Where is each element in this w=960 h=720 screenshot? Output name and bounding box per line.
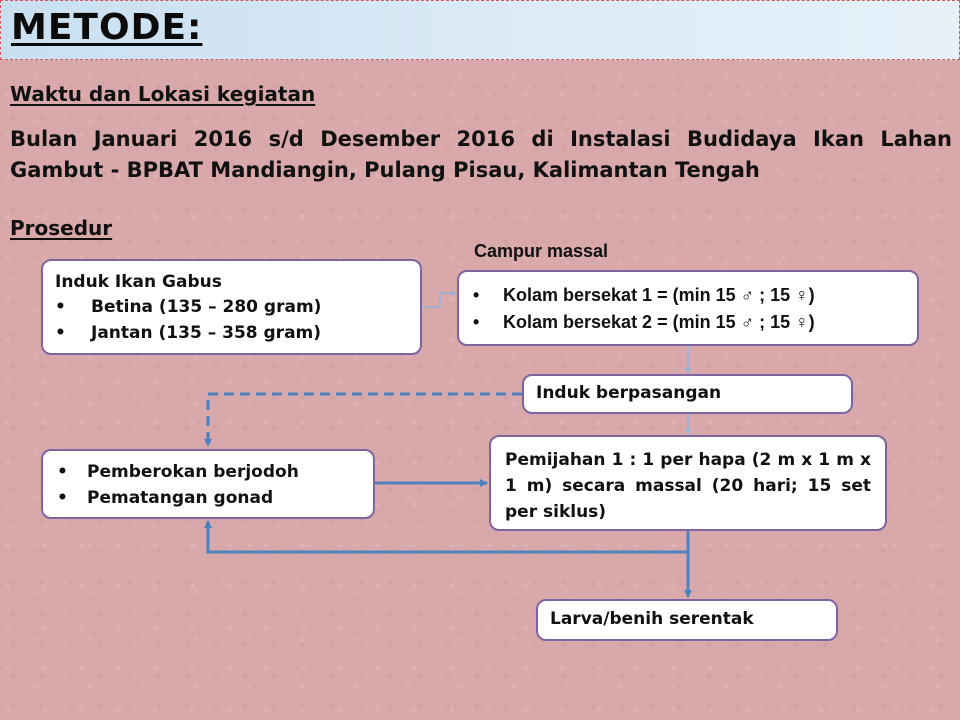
broodstock-list xyxy=(55,294,408,346)
bullet: • xyxy=(57,462,68,482)
arrow-broodstock-to-ponds xyxy=(422,293,456,307)
arrow-pairing-to-conditioning xyxy=(208,394,522,446)
list-item: • Pematangan gonad xyxy=(57,485,359,511)
list-item: • Kolam bersekat 2 = (min 15 ♂ ; 15 ♀) xyxy=(471,309,905,336)
list-item: • Jantan (135 – 358 gram) xyxy=(55,320,408,346)
spawning-box xyxy=(489,435,887,531)
list-item: • Kolam bersekat 1 = (min 15 ♂ ; 15 ♀) xyxy=(471,282,905,309)
bullet: • xyxy=(55,323,66,343)
broodstock-box xyxy=(41,259,422,355)
larvae-box xyxy=(536,599,838,641)
spawning-label: Pemijahan 1 : 1 per hapa (2 m x 1 m x 1 m) secara massal (20 hari; 15 set per siklus) xyxy=(505,450,871,522)
ponds-box xyxy=(457,270,919,346)
page-title: METODE: xyxy=(11,7,203,48)
pairing-box xyxy=(522,374,853,414)
ponds-list xyxy=(471,282,905,336)
bullet: • xyxy=(473,312,480,332)
broodstock-title: Induk Ikan Gabus xyxy=(55,272,222,292)
time-location-text: Bulan Januari 2016 s/d Desember 2016 di Instalasi Budidaya Ikan Lahan Gambut - BPBAT Mandiangin, Pulang Pisau, Kalimantan Tengah xyxy=(10,127,952,182)
conditioning-box xyxy=(41,449,375,519)
pairing-label: Induk berpasangan xyxy=(536,383,722,403)
bullet: • xyxy=(473,285,480,305)
larvae-label: Larva/benih serentak xyxy=(550,609,754,629)
section-heading-procedure: Prosedur xyxy=(10,216,113,240)
conditioning-list xyxy=(57,459,359,511)
bullet: • xyxy=(55,297,66,317)
section-heading-time-location: Waktu dan Lokasi kegiatan xyxy=(10,82,316,106)
list-item: • Betina (135 – 280 gram) xyxy=(55,294,408,320)
list-item: • Pemberokan berjodoh xyxy=(57,459,359,485)
bullet: • xyxy=(57,488,68,508)
mix-label: Campur massal xyxy=(474,241,609,261)
